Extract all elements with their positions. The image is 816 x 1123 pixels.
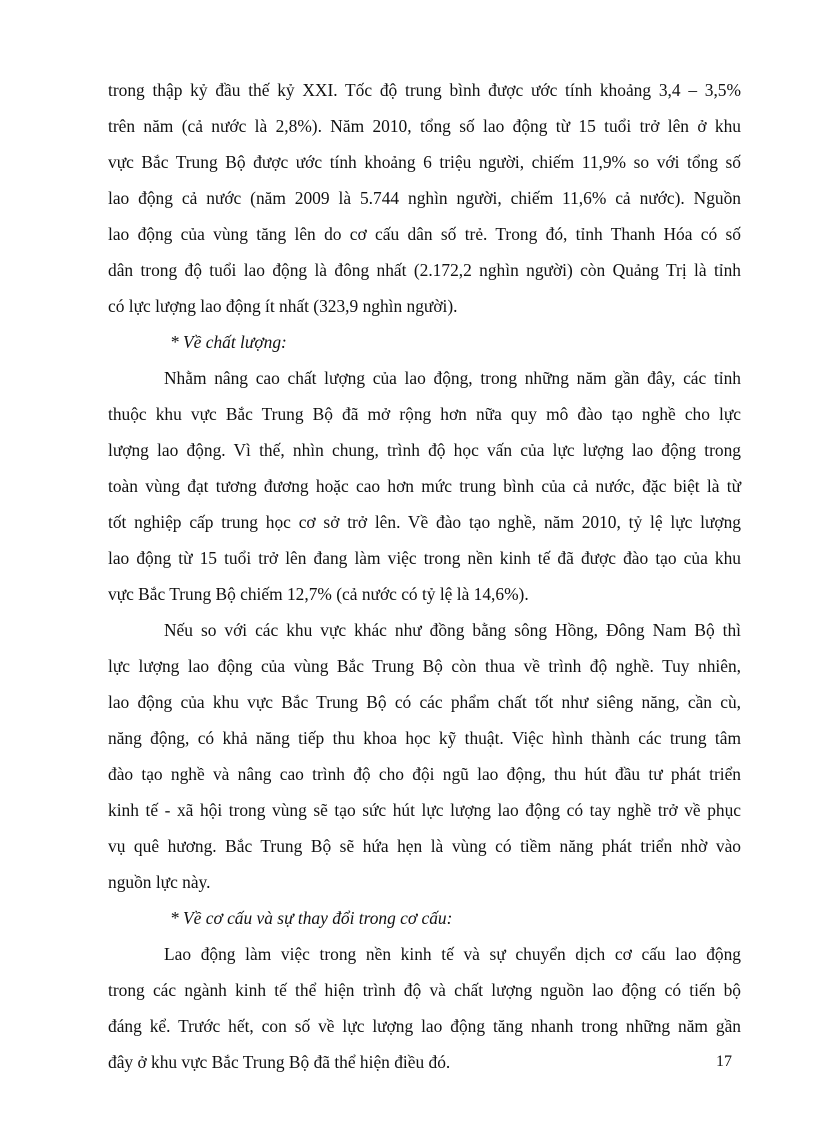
- paragraph-line: vực Bắc Trung Bộ chiếm 12,7% (cả nước có tỷ lệ là 14,6%).: [108, 584, 529, 604]
- paragraph-line: lực lượng lao động của vùng Bắc Trung Bộ còn thua về trình độ nghề. Tuy nhiên,: [108, 656, 741, 676]
- paragraph-line: Nếu so với các khu vực khác như đồng bằng sông Hồng, Đông Nam Bộ thì: [164, 620, 741, 640]
- paragraph-line: đào tạo nghề và nâng cao trình độ cho đội ngũ lao động, thu hút đầu tư phát triển: [108, 764, 741, 784]
- paragraph-line: đây ở khu vực Bắc Trung Bộ đã thể hiện điều đó.: [108, 1052, 451, 1072]
- section-heading-structure: * Về cơ cấu và sự thay đổi trong cơ cấu:: [170, 908, 453, 928]
- section-heading-quality: * Về chất lượng:: [170, 332, 287, 352]
- paragraph-line: vụ quê hương. Bắc Trung Bộ sẽ hứa hẹn là vùng có tiềm năng phát triển nhờ vào: [108, 836, 741, 856]
- paragraph-line: vực Bắc Trung Bộ được ước tính khoảng 6 triệu người, chiếm 11,9% so với tổng số: [108, 152, 741, 172]
- paragraph-line: Nhằm nâng cao chất lượng của lao động, trong những năm gần đây, các tỉnh: [164, 368, 741, 388]
- paragraph-line: nguồn lực này.: [108, 872, 211, 892]
- paragraph-line: có lực lượng lao động ít nhất (323,9 nghìn người).: [108, 296, 458, 316]
- paragraph-line: lao động từ 15 tuổi trở lên đang làm việc trong nền kinh tế đã được đào tạo của khu: [108, 548, 741, 568]
- paragraph-line: năng động, có khả năng tiếp thu khoa học kỹ thuật. Việc hình thành các trung tâm: [108, 728, 741, 748]
- paragraph-line: đáng kể. Trước hết, con số về lực lượng lao động tăng nhanh trong những năm gần: [108, 1016, 741, 1036]
- page-number: 17: [716, 1053, 732, 1070]
- paragraph-line: lao động cả nước (năm 2009 là 5.744 nghìn người, chiếm 11,6% cả nước). Nguồn: [108, 188, 741, 208]
- paragraph-line: tốt nghiệp cấp trung học cơ sở trở lên. Về đào tạo nghề, năm 2010, tỷ lệ lực lượng: [108, 512, 741, 532]
- paragraph-line: lượng lao động. Vì thế, nhìn chung, trình độ học vấn của lực lượng lao động trong: [108, 440, 741, 460]
- paragraph-line: Lao động làm việc trong nền kinh tế và sự chuyển dịch cơ cấu lao động: [164, 944, 741, 964]
- paragraph-line: kinh tế - xã hội trong vùng sẽ tạo sức hút lực lượng lao động có tay nghề trở về phục: [108, 800, 741, 820]
- paragraph-line: toàn vùng đạt tương đương hoặc cao hơn mức trung bình của cả nước, đặc biệt là từ: [108, 476, 741, 496]
- paragraph-line: dân trong độ tuổi lao động là đông nhất (2.172,2 nghìn người) còn Quảng Trị là tỉnh: [108, 260, 741, 280]
- paragraph-line: thuộc khu vực Bắc Trung Bộ đã mở rộng hơn nữa quy mô đào tạo nghề cho lực: [108, 404, 741, 424]
- paragraph-line: trong thập kỷ đầu thế kỷ XXI. Tốc độ trung bình được ước tính khoảng 3,4 – 3,5%: [108, 80, 741, 100]
- paragraph-line: trên năm (cả nước là 2,8%). Năm 2010, tổng số lao động từ 15 tuổi trở lên ở khu: [108, 116, 741, 136]
- paragraph-line: trong các ngành kinh tế thể hiện trình độ và chất lượng nguồn lao động có tiến bộ: [108, 980, 741, 1000]
- paragraph-line: lao động của vùng tăng lên do cơ cấu dân số trẻ. Trong đó, tỉnh Thanh Hóa có số: [108, 224, 741, 244]
- paragraph-line: lao động của khu vực Bắc Trung Bộ có các phẩm chất tốt như siêng năng, cần cù,: [108, 692, 741, 712]
